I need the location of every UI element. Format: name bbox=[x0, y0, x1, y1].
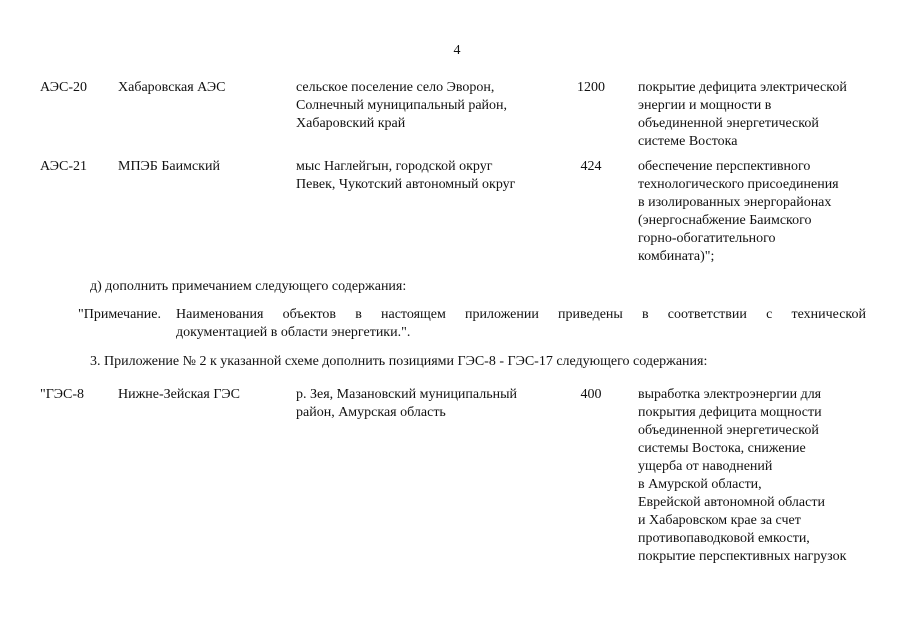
purpose-line: энергии и мощности в bbox=[638, 98, 772, 113]
purpose-line: противопаводковой емкости, bbox=[638, 531, 810, 546]
note-label: "Примечание. bbox=[78, 307, 161, 322]
purpose-line: в изолированных энергорайонах bbox=[638, 195, 832, 210]
row-purpose bbox=[638, 79, 878, 151]
purpose-line: системы Востока, снижение bbox=[638, 441, 806, 456]
purpose-line: в Амурской области, bbox=[638, 477, 762, 492]
location-line: Певек, Чукотский автономный округ bbox=[296, 177, 516, 192]
row-code: АЭС-20 bbox=[40, 80, 88, 95]
purpose-line: Еврейской автономной области bbox=[638, 495, 825, 510]
row-code: "ГЭС-8 bbox=[40, 387, 85, 402]
row-purpose bbox=[638, 386, 878, 566]
purpose-line: горно-обогатительного bbox=[638, 231, 776, 246]
row-location bbox=[296, 79, 556, 133]
row-power: 400 bbox=[580, 387, 602, 402]
clause-3: 3. Приложение № 2 к указанной схеме дополнить позициями ГЭС-8 - ГЭС-17 следующего содержания: bbox=[90, 354, 708, 369]
location-line: сельское поселение село Эворон, bbox=[296, 80, 495, 95]
purpose-line: комбината)"; bbox=[638, 249, 715, 264]
purpose-line: технологического присоединения bbox=[638, 177, 839, 192]
note-line: Наименования объектов в настоящем приложении приведены в соответствии с технической bbox=[176, 307, 866, 322]
purpose-line: покрытие дефицита электрической bbox=[638, 80, 847, 95]
row-purpose bbox=[638, 158, 878, 266]
location-line: мыс Наглейгын, городской округ bbox=[296, 159, 493, 174]
purpose-line: объединенной энергетической bbox=[638, 116, 819, 131]
purpose-line: обеспечение перспективного bbox=[638, 159, 811, 174]
location-line: район, Амурская область bbox=[296, 405, 446, 420]
row-power: 1200 bbox=[577, 80, 605, 95]
location-line: Солнечный муниципальный район, bbox=[296, 98, 508, 113]
row-location bbox=[296, 158, 556, 194]
purpose-line: покрытие перспективных нагрузок bbox=[638, 549, 847, 564]
location-line: р. Зея, Мазановский муниципальный bbox=[296, 387, 518, 402]
row-location bbox=[296, 386, 556, 422]
row-code: АЭС-21 bbox=[40, 159, 88, 174]
row-power: 424 bbox=[580, 159, 602, 174]
note-text bbox=[176, 306, 866, 342]
row-name: МПЭБ Баимский bbox=[118, 159, 220, 174]
purpose-line: (энергоснабжение Баимского bbox=[638, 213, 812, 228]
row-name: Хабаровская АЭС bbox=[118, 80, 226, 95]
row-name: Нижне-Зейская ГЭС bbox=[118, 387, 240, 402]
note-line: документацией в области энергетики.". bbox=[176, 325, 411, 340]
purpose-line: покрытия дефицита мощности bbox=[638, 405, 822, 420]
purpose-line: объединенной энергетической bbox=[638, 423, 819, 438]
page-number: 4 bbox=[453, 43, 461, 58]
purpose-line: и Хабаровском крае за счет bbox=[638, 513, 801, 528]
purpose-line: ущерба от наводнений bbox=[638, 459, 773, 474]
clause-d: д) дополнить примечанием следующего содержания: bbox=[90, 279, 407, 294]
purpose-line: выработка электроэнергии для bbox=[638, 387, 822, 402]
purpose-line: системе Востока bbox=[638, 134, 738, 149]
location-line: Хабаровский край bbox=[296, 116, 406, 131]
